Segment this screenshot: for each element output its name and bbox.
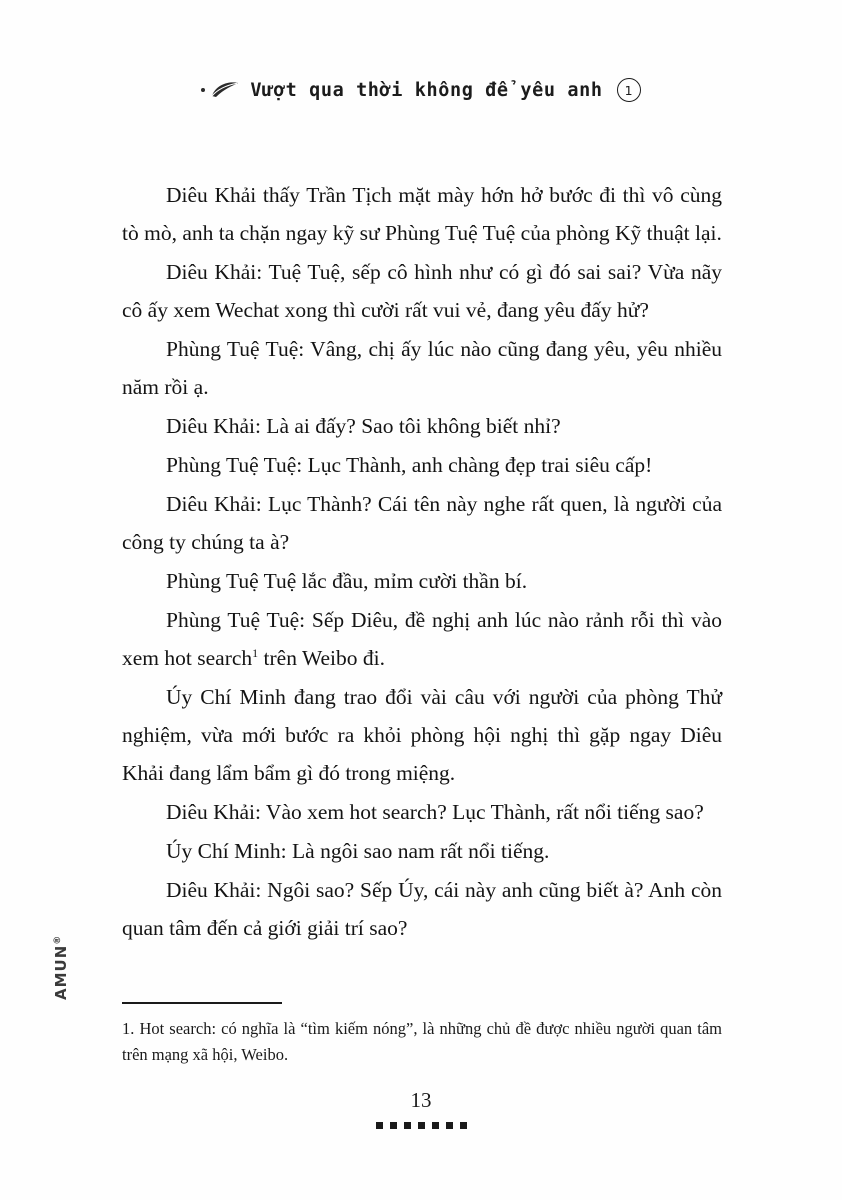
footer-dot: [460, 1122, 467, 1129]
footer-dot: [376, 1122, 383, 1129]
paragraph: Phùng Tuệ Tuệ lắc đầu, mỉm cười thần bí.: [166, 569, 528, 593]
registered-mark: ®: [53, 934, 63, 945]
page-footer: [0, 1088, 842, 1129]
book-title: Vượt qua thời không để yêu anh: [250, 79, 603, 101]
page-number: 13: [410, 1088, 432, 1112]
paragraph: Diêu Khải: Ngôi sao? Sếp Úy, cái này anh cũng biết à? Anh còn quan tâm đến cả giới giải trí sao?: [122, 878, 722, 940]
footer-dot-ornament: [376, 1122, 467, 1129]
paragraph: Diêu Khải: Vào xem hot search? Lục Thành, rất nổi tiếng sao?: [166, 800, 704, 824]
footnote-marker: 1: [252, 645, 259, 660]
paragraph: Úy Chí Minh: Là ngôi sao nam rất nổi tiếng.: [166, 839, 550, 863]
paragraph-text: Phùng Tuệ Tuệ: Sếp Diêu, đề nghị anh lúc nào rảnh rỗi thì vào xem hot search$^1$ trên Weibo đi.: [122, 608, 722, 670]
footer-dot: [404, 1122, 411, 1129]
paragraph: Phùng Tuệ Tuệ: Vâng, chị ấy lúc nào cũng đang yêu, yêu nhiều năm rồi ạ.: [122, 337, 722, 399]
paragraph: Diêu Khải: Là ai đấy? Sao tôi không biết nhỉ?: [166, 414, 561, 438]
paragraph: Diêu Khải thấy Trần Tịch mặt mày hớn hở bước đi thì vô cùng tò mò, anh ta chặn ngay kỹ sư Phùng Tuệ Tuệ của phòng Kỹ thuật lại.: [122, 183, 722, 245]
footnote-divider: [122, 1002, 282, 1004]
footnote-text: 1. Hot search: có nghĩa là “tìm kiếm nóng”, là những chủ đề được nhiều người quan tâm trên mạng xã hội, Weibo.: [122, 1019, 722, 1064]
publisher-logo-text: AMUN: [52, 944, 70, 1000]
page-content: [122, 176, 722, 948]
leaf-icon: [210, 80, 240, 100]
ornament-dot: [201, 88, 205, 92]
header-ornament: [201, 80, 240, 100]
page-header: [0, 78, 842, 102]
paragraph: Phùng Tuệ Tuệ: Lục Thành, anh chàng đẹp trai siêu cấp!: [166, 453, 653, 477]
volume-badge: 1: [617, 78, 641, 102]
footer-dot: [446, 1122, 453, 1129]
footer-dot: [418, 1122, 425, 1129]
footer-dot: [390, 1122, 397, 1129]
paragraph: Diêu Khải: Lục Thành? Cái tên này nghe rất quen, là người của công ty chúng ta à?: [122, 492, 722, 554]
footnote-block: [122, 1002, 722, 1068]
publisher-logo: [52, 935, 70, 1000]
paragraph: Úy Chí Minh đang trao đổi vài câu với người của phòng Thử nghiệm, vừa mới bước ra khỏi phòng hội nghị thì gặp ngay Diêu Khải đang lẩm bẩm gì đó trong miệng.: [122, 685, 722, 785]
paragraph-with-footnote: [122, 601, 722, 677]
paragraph: Diêu Khải: Tuệ Tuệ, sếp cô hình như có gì đó sai sai? Vừa nãy cô ấy xem Wechat xong thì cười rất vui vẻ, đang yêu đấy hử?: [122, 260, 722, 322]
footer-dot: [432, 1122, 439, 1129]
